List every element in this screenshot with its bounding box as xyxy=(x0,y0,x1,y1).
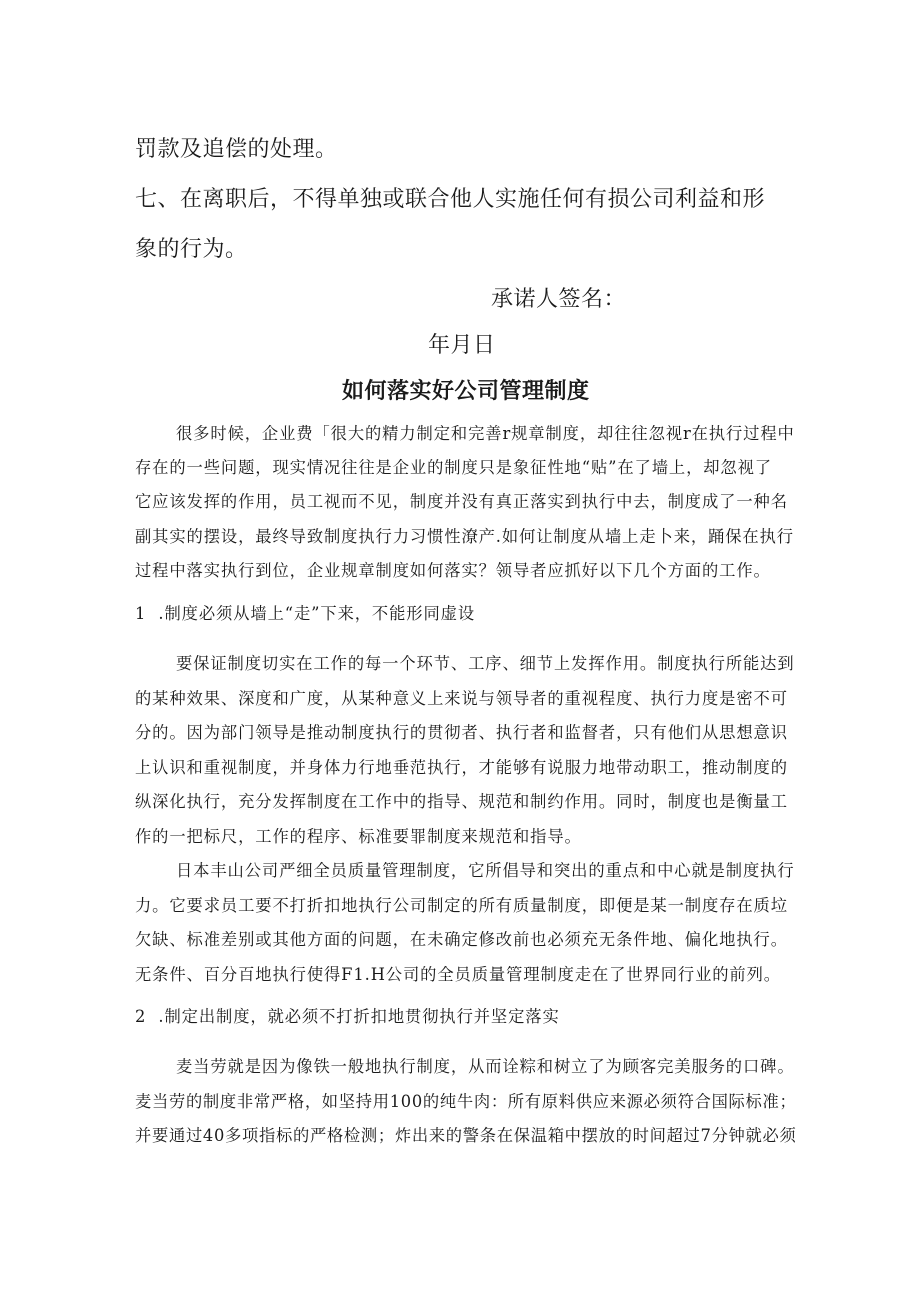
para1-line: 作的一把标尺，工作的程序、标准要罪制度来规范和指导。 xyxy=(135,827,582,846)
para1-line: 上认识和重视制度，并身体力行地垂范执行，才能够有说服力地带动职工，推动制度的 xyxy=(135,758,788,777)
section-heading-1: 1 .制度必须从墙上“走”下来，不能形同虚设 xyxy=(135,604,476,623)
para2-line: 无条件、百分百地执行使得F1.H公司的全员质量管理制度走在了世界同行业的前列。 xyxy=(135,965,781,984)
para3-line: 并要通过40多项指标的严格检测；炸出来的警条在保温箱中摆放的时间超过7分钟就必须 xyxy=(135,1126,797,1145)
intro-line: 副其实的摆设，最终导致制度执行力习惯性潦产.如何让制度从墙上走卜来，踊保在执行 xyxy=(135,527,794,546)
para1-line: 纵深化执行，充分发挥制度在工作中的指导、规范和制约作用。同时，制度也是衡量工 xyxy=(135,792,788,811)
para2-line: 力。它要求员工要不打折扣地执行公司制定的所有质量制度，即便是某一制度存在质垃 xyxy=(135,896,788,915)
para2-line: 欠缺、标准差别或其他方面的问题，在未确定修改前也必须充无条件地、偏化地执行。 xyxy=(135,930,788,949)
intro-line: 过程中落实执行到位，企业规章制度如何落实？领导者应抓好以下几个方面的工作。 xyxy=(135,561,771,580)
para1-line: 分的。因为部门领导是推动制度执行的贯彻者、执行者和监督者，只有他们从思想意识 xyxy=(135,723,788,742)
header-line-1: 罚款及追偿的处理。 xyxy=(135,137,338,162)
para1-line: 的某种效果、深度和广度，从某种意义上来说与领导者的重视程度、执行力度是密不可 xyxy=(135,689,788,708)
para2-line: 日本丰山公司严细全员质量管理制度，它所倡导和突出的重点和中心就是制度执行 xyxy=(176,861,795,880)
signature-label: 承诺人签名： xyxy=(491,287,627,312)
section-heading-2: 2 .制定出制度，就必须不打折扣地贯彻执行并坚定落实 xyxy=(135,1007,560,1026)
intro-line: 存在的一些问题，现实情况往往是企业的制度只是象征性地“贴”在了墙上，却忽视了 xyxy=(135,458,772,477)
intro-line: 很多时候，企业费「很大的精力制定和完善r规章制度，却往往忽视r在执行过程中 xyxy=(176,424,795,443)
header-line-3: 象的行为。 xyxy=(135,237,248,262)
para3-line: 麦当劳的制度非常严格，如坚持用100的纯牛肉：所有原料供应来源必须符合国际标准； xyxy=(135,1092,797,1111)
para3-line: 麦当劳就是因为像铁一般地执行制度，从而诠粽和树立了为顾客完美服务的口碑。 xyxy=(176,1057,795,1076)
para1-line: 要保证制度切实在工作的每一个环节、工序、细节上发挥作用。制度执行所能达到 xyxy=(176,654,795,673)
header-line-2: 七、在离职后，不得单独或联合他人实施任何有损公司利益和形 xyxy=(135,187,766,212)
intro-line: 它应该发挥的作用，员工视而不见，制度并没有真正落实到执行中去，制度成了一种名 xyxy=(135,492,788,511)
date-label: 年月日 xyxy=(428,333,496,358)
article-title: 如何落实好公司管理制度 xyxy=(342,379,590,404)
